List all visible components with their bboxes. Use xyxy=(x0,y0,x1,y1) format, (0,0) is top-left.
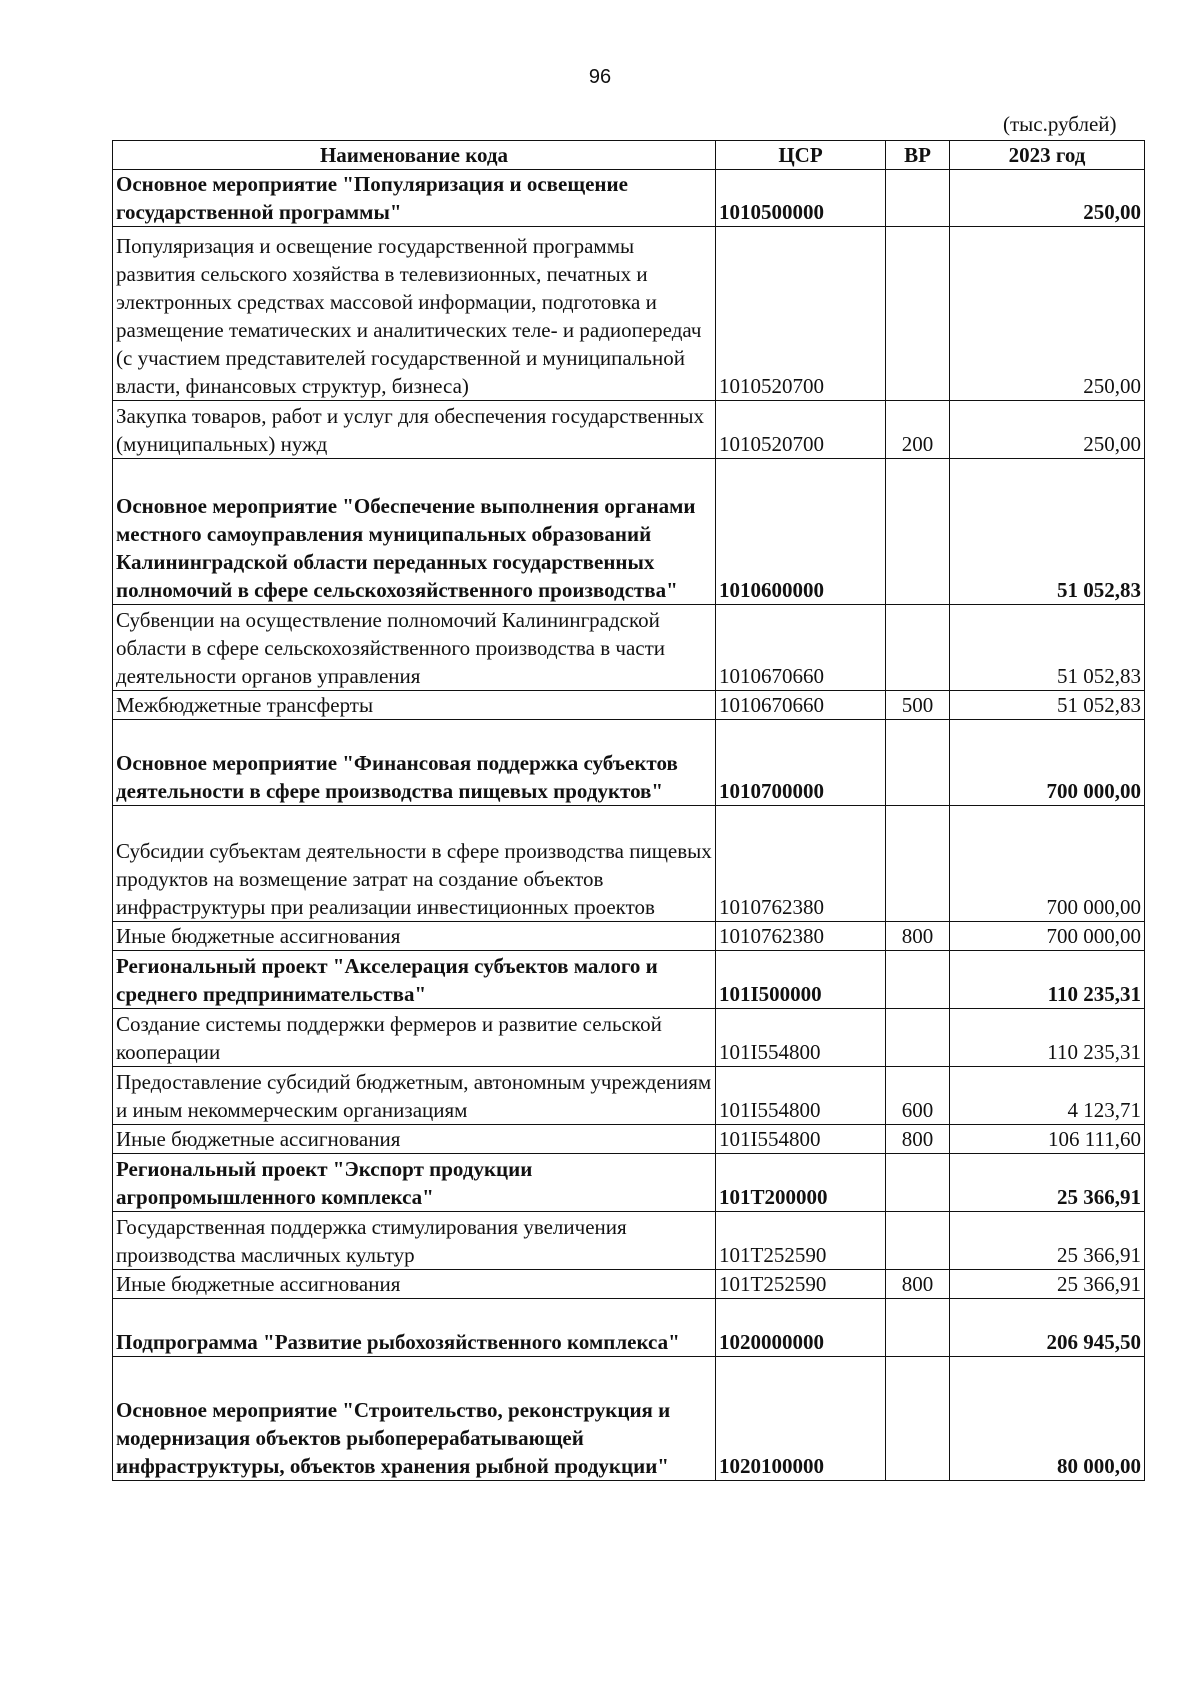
row-sum: 51 052,83 xyxy=(950,691,1145,720)
row-name: Иные бюджетные ассигнования xyxy=(113,922,716,951)
row-sum: 250,00 xyxy=(950,401,1145,459)
table-row xyxy=(113,170,1145,227)
row-sum: 51 052,83 xyxy=(950,605,1145,691)
row-vr: 800 xyxy=(886,1270,950,1299)
row-csr: 101I500000 xyxy=(716,951,886,1009)
table-row xyxy=(113,922,1145,951)
row-sum: 25 366,91 xyxy=(950,1154,1145,1212)
row-csr: 101T252590 xyxy=(716,1212,886,1270)
table-header-row xyxy=(113,141,1145,170)
row-sum: 110 235,31 xyxy=(950,1009,1145,1067)
row-csr: 1010520700 xyxy=(716,227,886,401)
row-vr xyxy=(886,720,950,806)
table-row xyxy=(113,605,1145,691)
table-row xyxy=(113,806,1145,922)
table-row xyxy=(113,401,1145,459)
row-csr: 1010520700 xyxy=(716,401,886,459)
row-sum: 51 052,83 xyxy=(950,459,1145,605)
row-vr xyxy=(886,605,950,691)
row-sum: 700 000,00 xyxy=(950,720,1145,806)
table-row xyxy=(113,1125,1145,1154)
row-name: Субсидии субъектам деятельности в сфере производства пищевых продуктов на возмещение затрат на создание объектов инфраструктуры при реализации инвестиционных проектов xyxy=(113,806,716,922)
header-name: Наименование кода xyxy=(113,141,716,170)
header-sum: 2023 год xyxy=(950,141,1145,170)
header-vr: ВР xyxy=(886,141,950,170)
page-number: 96 xyxy=(588,66,612,88)
row-csr: 1010670660 xyxy=(716,691,886,720)
row-csr: 101T252590 xyxy=(716,1270,886,1299)
row-vr xyxy=(886,170,950,227)
table-row xyxy=(113,1357,1145,1481)
table-row xyxy=(113,459,1145,605)
row-name: Основное мероприятие "Обеспечение выполнения органами местного самоуправления муниципальных образований Калининградской области переданных государственных полномочий в сфере сельскохозяйственного производства" xyxy=(113,459,716,605)
row-vr: 200 xyxy=(886,401,950,459)
row-sum: 25 366,91 xyxy=(950,1212,1145,1270)
row-vr xyxy=(886,459,950,605)
row-name: Межбюджетные трансферты xyxy=(113,691,716,720)
row-sum: 700 000,00 xyxy=(950,922,1145,951)
row-csr: 1010600000 xyxy=(716,459,886,605)
row-sum: 250,00 xyxy=(950,227,1145,401)
row-name: Закупка товаров, работ и услуг для обеспечения государственных (муниципальных) нужд xyxy=(113,401,716,459)
row-csr: 1010700000 xyxy=(716,720,886,806)
table-row xyxy=(113,951,1145,1009)
row-vr xyxy=(886,1299,950,1357)
row-name: Региональный проект "Акселерация субъектов малого и среднего предпринимательства" xyxy=(113,951,716,1009)
row-name: Основное мероприятие "Финансовая поддержка субъектов деятельности в сфере производства пищевых продуктов" xyxy=(113,720,716,806)
row-sum: 250,00 xyxy=(950,170,1145,227)
row-csr: 101I554800 xyxy=(716,1009,886,1067)
row-vr: 800 xyxy=(886,1125,950,1154)
row-sum: 206 945,50 xyxy=(950,1299,1145,1357)
row-csr: 1010762380 xyxy=(716,922,886,951)
table-row xyxy=(113,227,1145,401)
row-sum: 25 366,91 xyxy=(950,1270,1145,1299)
row-csr: 101I554800 xyxy=(716,1067,886,1125)
row-name: Иные бюджетные ассигнования xyxy=(113,1270,716,1299)
row-name: Основное мероприятие "Популяризация и освещение государственной программы" xyxy=(113,170,716,227)
row-csr: 101I554800 xyxy=(716,1125,886,1154)
row-name: Создание системы поддержки фермеров и развитие сельской кооперации xyxy=(113,1009,716,1067)
row-vr xyxy=(886,1009,950,1067)
table-row xyxy=(113,1212,1145,1270)
units-label: (тыс.рублей) xyxy=(1003,112,1117,136)
row-vr: 800 xyxy=(886,922,950,951)
row-vr xyxy=(886,951,950,1009)
row-name: Предоставление субсидий бюджетным, автономным учреждениям и иным некоммерческим организациям xyxy=(113,1067,716,1125)
row-csr: 1010670660 xyxy=(716,605,886,691)
row-name: Основное мероприятие "Строительство, реконструкция и модернизация объектов рыбоперерабатывающей инфраструктуры, объектов хранения рыбной продукции" xyxy=(113,1357,716,1481)
row-vr xyxy=(886,227,950,401)
row-vr xyxy=(886,1212,950,1270)
row-sum: 106 111,60 xyxy=(950,1125,1145,1154)
row-name: Региональный проект "Экспорт продукции агропромышленного комплекса" xyxy=(113,1154,716,1212)
row-vr: 600 xyxy=(886,1067,950,1125)
table-row xyxy=(113,1299,1145,1357)
row-name: Субвенции на осуществление полномочий Калининградской области в сфере сельскохозяйственного производства в части деятельности органов управления xyxy=(113,605,716,691)
row-sum: 80 000,00 xyxy=(950,1357,1145,1481)
row-vr xyxy=(886,806,950,922)
row-sum: 4 123,71 xyxy=(950,1067,1145,1125)
row-sum: 700 000,00 xyxy=(950,806,1145,922)
row-name: Иные бюджетные ассигнования xyxy=(113,1125,716,1154)
table-row xyxy=(113,1067,1145,1125)
row-csr: 1020100000 xyxy=(716,1357,886,1481)
table-row xyxy=(113,720,1145,806)
row-csr: 1010500000 xyxy=(716,170,886,227)
table-row xyxy=(113,1270,1145,1299)
row-vr xyxy=(886,1154,950,1212)
budget-table xyxy=(112,140,1145,1481)
row-vr: 500 xyxy=(886,691,950,720)
table-row xyxy=(113,691,1145,720)
table-row xyxy=(113,1154,1145,1212)
row-csr: 101T200000 xyxy=(716,1154,886,1212)
row-vr xyxy=(886,1357,950,1481)
row-name: Государственная поддержка стимулирования увеличения производства масличных культур xyxy=(113,1212,716,1270)
header-csr: ЦСР xyxy=(716,141,886,170)
row-name: Подпрограмма "Развитие рыбохозяйственного комплекса" xyxy=(113,1299,716,1357)
row-name: Популяризация и освещение государственной программы развития сельского хозяйства в телевизионных, печатных и электронных средствах массовой информации, подготовка и размещение тематических и аналитических теле- и радиопередач (с участием представителей государственной и муниципальной власти, финансовых структур, бизнеса) xyxy=(113,227,716,401)
row-csr: 1020000000 xyxy=(716,1299,886,1357)
row-csr: 1010762380 xyxy=(716,806,886,922)
row-sum: 110 235,31 xyxy=(950,951,1145,1009)
table-row xyxy=(113,1009,1145,1067)
